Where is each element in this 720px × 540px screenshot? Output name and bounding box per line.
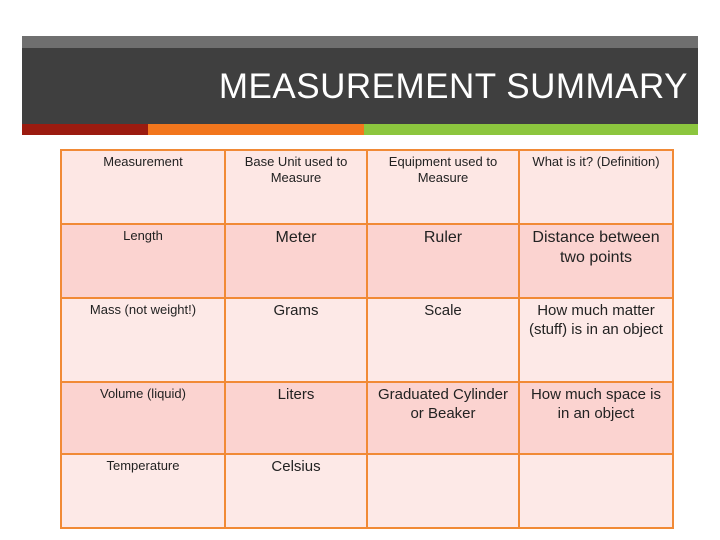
header-equipment: Equipment used to Measure — [367, 150, 519, 224]
accent-bar-orange — [148, 124, 364, 135]
measurement-summary-table — [60, 149, 674, 529]
cell-definition: How much space is in an object — [519, 382, 673, 454]
cell-base-unit: Meter — [225, 224, 367, 298]
cell-measurement: Temperature — [61, 454, 225, 528]
cell-measurement: Volume (liquid) — [61, 382, 225, 454]
cell-base-unit: Grams — [225, 298, 367, 382]
header-definition: What is it? (Definition) — [519, 150, 673, 224]
accent-bar-green — [364, 124, 698, 135]
cell-equipment: Graduated Cylinder or Beaker — [367, 382, 519, 454]
table-header-row — [61, 150, 673, 224]
header-base-unit: Base Unit used to Measure — [225, 150, 367, 224]
cell-definition: Distance between two points — [519, 224, 673, 298]
cell-equipment: Ruler — [367, 224, 519, 298]
cell-measurement: Length — [61, 224, 225, 298]
cell-base-unit: Celsius — [225, 454, 367, 528]
cell-definition: How much matter (stuff) is in an object — [519, 298, 673, 382]
table-row — [61, 224, 673, 298]
cell-measurement: Mass (not weight!) — [61, 298, 225, 382]
accent-bar-red — [22, 124, 148, 135]
cell-equipment: Scale — [367, 298, 519, 382]
title-band-top — [22, 36, 698, 48]
cell-base-unit: Liters — [225, 382, 367, 454]
table-row — [61, 298, 673, 382]
header-measurement: Measurement — [61, 150, 225, 224]
title-band — [22, 48, 698, 124]
table-row — [61, 454, 673, 528]
slide-title: MEASUREMENT SUMMARY — [218, 67, 688, 106]
cell-definition — [519, 454, 673, 528]
cell-equipment — [367, 454, 519, 528]
table-row — [61, 382, 673, 454]
